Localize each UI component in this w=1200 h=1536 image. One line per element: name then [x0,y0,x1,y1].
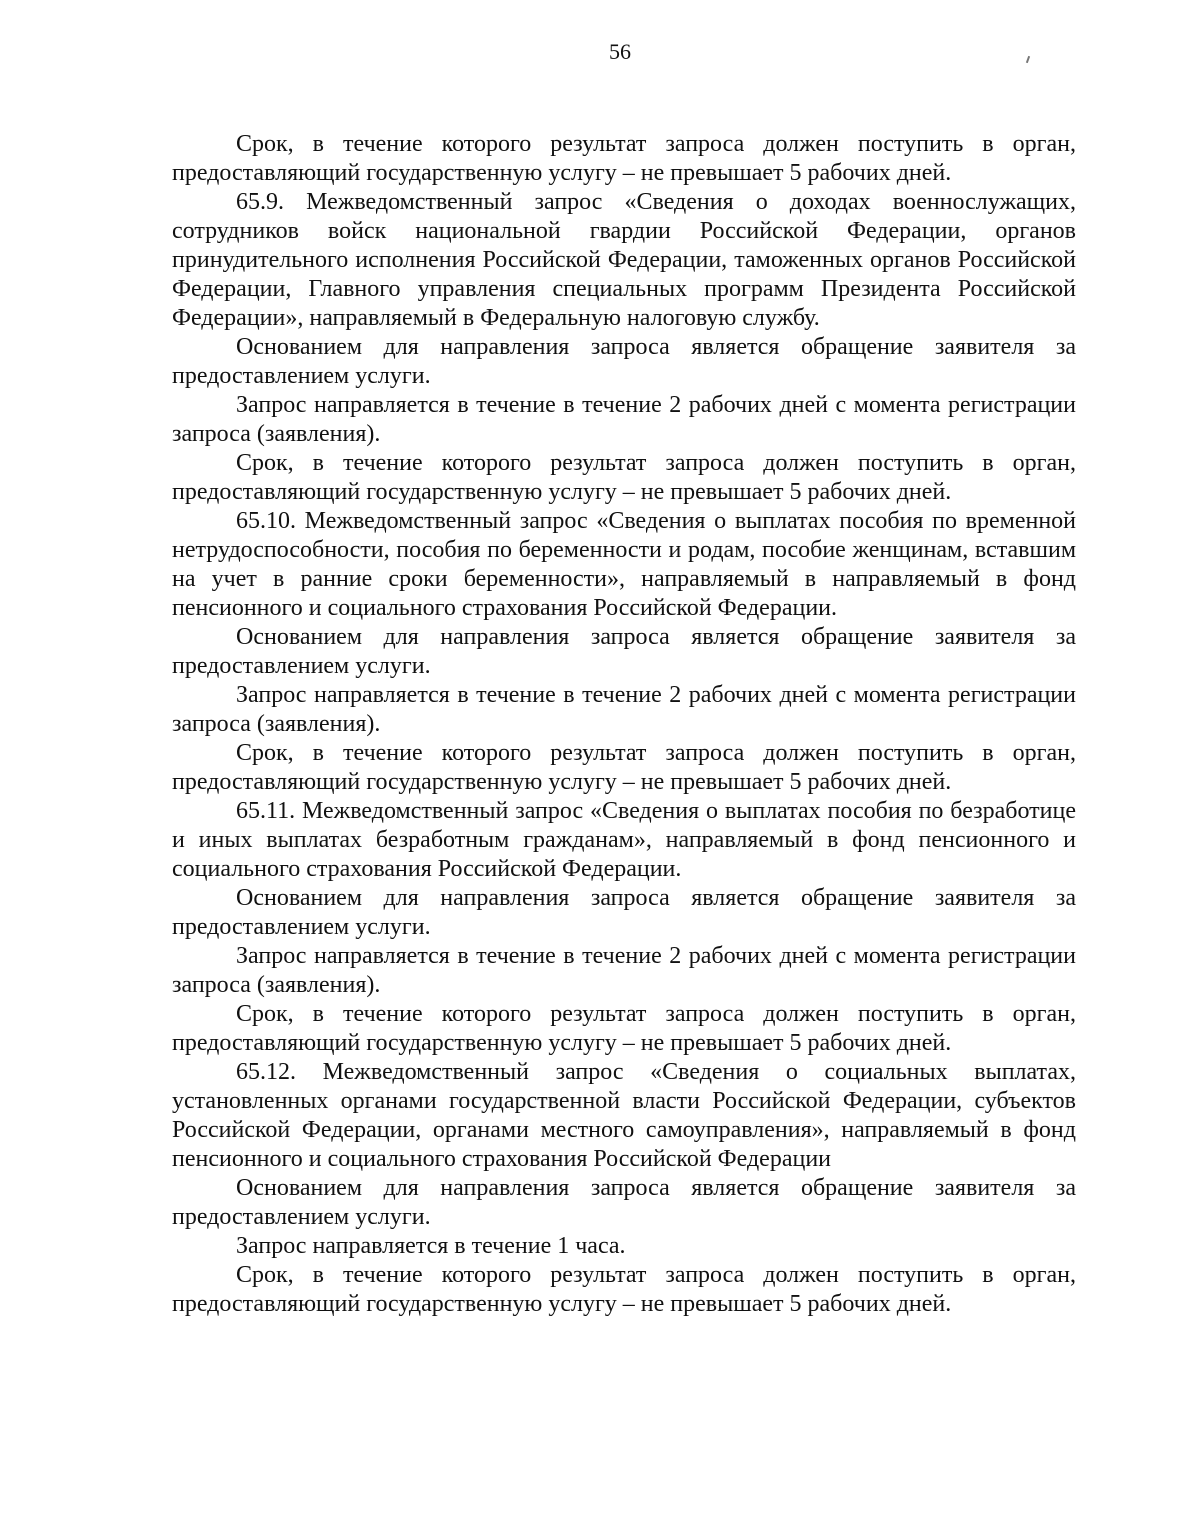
paragraph-timing: Запрос направляется в течение в течение 2 рабочих дней с момента регистрации запроса (заявления). [172,682,1076,737]
paragraph-65-10-request: 65.10. Межведомственный запрос «Сведения о выплатах пособия по временной нетрудоспособности, пособия по беременности и родам, пособие женщинам, вставшим на учет в ранние сроки беременности», направляемый в направляемый в фонд пенсионного и социального страхования Российской Федерации. [172,508,1076,621]
paragraph-deadline: Срок, в течение которого результат запроса должен поступить в орган, предоставляющий государственную услугу – не превышает 5 рабочих дней. [172,740,1076,795]
paragraph-basis: Основанием для направления запроса является обращение заявителя за предоставлением услуги. [172,885,1076,940]
page-number: 56 [609,39,631,64]
paragraph-65-12-request: 65.12. Межведомственный запрос «Сведения о социальных выплатах, установленных органами государственной власти Российской Федерации, субъектов Российской Федерации, органами местного самоуправления», направляемый в фонд пенсионного и социального страхования Российской Федерации [172,1059,1076,1172]
paragraph-deadline: Срок, в течение которого результат запроса должен поступить в орган, предоставляющий государственную услугу – не превышает 5 рабочих дней. [172,1262,1076,1317]
paragraph-deadline: Срок, в течение которого результат запроса должен поступить в орган, предоставляющий государственную услугу – не превышает 5 рабочих дней. [172,1001,1076,1056]
paragraph-deadline: Срок, в течение которого результат запроса должен поступить в орган, предоставляющий государственную услугу – не превышает 5 рабочих дней. [172,131,1076,186]
document-body [172,130,1076,1319]
paragraph-basis: Основанием для направления запроса является обращение заявителя за предоставлением услуги. [172,1175,1076,1230]
paragraph-timing: Запрос направляется в течение в течение 2 рабочих дней с момента регистрации запроса (заявления). [172,943,1076,998]
paragraph-65-9-request: 65.9. Межведомственный запрос «Сведения о доходах военнослужащих, сотрудников войск национальной гвардии Российской Федерации, органов принудительного исполнения Российской Федерации, таможенных органов Российской Федерации, Главного управления специальных программ Президента Российской Федерации», направляемый в Федеральную налоговую службу. [172,189,1076,331]
paragraph-timing: Запрос направляется в течение в течение 2 рабочих дней с момента регистрации запроса (заявления). [172,392,1076,447]
paragraph-deadline: Срок, в течение которого результат запроса должен поступить в орган, предоставляющий государственную услугу – не превышает 5 рабочих дней. [172,450,1076,505]
paragraph-basis: Основанием для направления запроса является обращение заявителя за предоставлением услуги. [172,624,1076,679]
paragraph-65-11-request: 65.11. Межведомственный запрос «Сведения о выплатах пособия по безработице и иных выплатах безработным гражданам», направляемый в фонд пенсионного и социального страхования Российской Федерации. [172,798,1076,882]
paragraph-timing: Запрос направляется в течение 1 часа. [236,1233,626,1259]
paragraph-basis: Основанием для направления запроса является обращение заявителя за предоставлением услуги. [172,334,1076,389]
